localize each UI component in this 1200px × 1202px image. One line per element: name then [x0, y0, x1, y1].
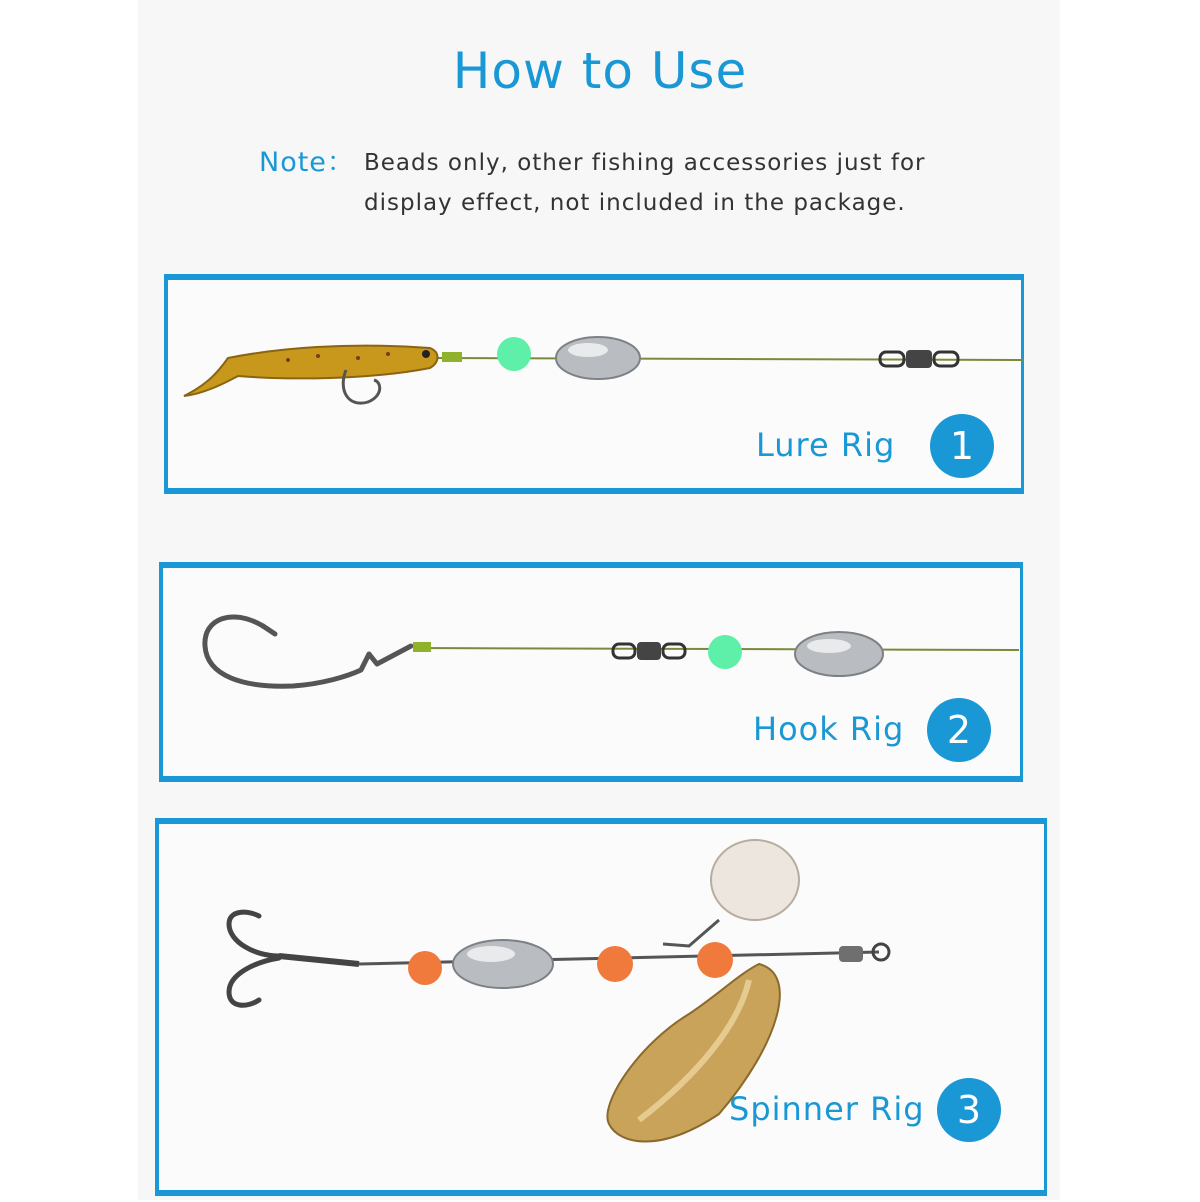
glow-bead-icon	[708, 635, 742, 669]
rig-label: Hook Rig	[753, 710, 905, 748]
lure-rig-illustration	[168, 280, 1028, 500]
soft-lure-icon	[184, 346, 438, 404]
rig-label: Spinner Rig	[729, 1090, 925, 1128]
note-text: Beads only, other fishing accessories just for display effect, not included in the package.	[364, 150, 926, 216]
orange-bead-icon	[697, 942, 733, 978]
rig-label: Lure Rig	[756, 426, 896, 464]
sinker-icon	[556, 337, 640, 379]
orange-bead-icon	[408, 951, 442, 985]
lure-rig-panel	[164, 274, 1024, 494]
knot-icon	[442, 352, 462, 362]
rig-number-badge: 1	[930, 414, 994, 478]
sinker-icon	[453, 940, 553, 988]
hook-icon	[205, 617, 411, 686]
swivel-icon	[613, 642, 685, 660]
spinner-rig-illustration	[159, 824, 1051, 1202]
spinner-blade-silver-icon	[663, 840, 799, 946]
sinker-icon	[795, 632, 883, 676]
glow-bead-icon	[497, 337, 531, 371]
page-title: How to Use	[452, 42, 748, 100]
rig-number-badge: 3	[937, 1078, 1001, 1142]
orange-bead-icon	[597, 946, 633, 982]
knot-icon	[413, 642, 431, 652]
hook-rig-panel	[159, 562, 1023, 782]
rig-number-badge: 2	[927, 698, 991, 762]
note-label: Note：	[259, 147, 355, 178]
spinner-rig-panel	[155, 818, 1047, 1196]
treble-hook-icon	[229, 912, 359, 1005]
hook-rig-illustration	[163, 568, 1027, 788]
